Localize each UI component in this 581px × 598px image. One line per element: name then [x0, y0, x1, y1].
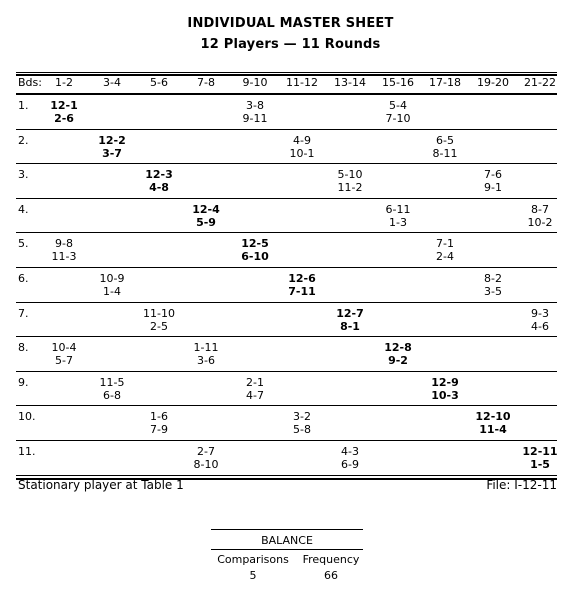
pairing-bottom: 1-4	[103, 285, 121, 298]
pairing-cell	[39, 341, 89, 367]
board-column-header: 21-22	[524, 76, 556, 89]
board-column-header: 13-14	[334, 76, 366, 89]
round-divider	[16, 129, 557, 130]
board-column-header: 1-2	[55, 76, 73, 89]
pairing-bottom: 11-2	[337, 181, 363, 195]
pairing-bottom: 2-4	[436, 250, 454, 264]
pairing-cell	[277, 410, 327, 436]
pairing-bottom: 10-1	[289, 146, 315, 160]
pairing-top: 10-4	[51, 341, 77, 355]
pairing-bottom: 9-1	[484, 181, 502, 195]
pairing-bottom: 10-3	[431, 388, 459, 402]
pairing-top: 8-2	[484, 272, 502, 285]
pairing-cell	[134, 307, 184, 333]
stationary-note: Stationary player at Table 1	[18, 478, 184, 492]
pairing-cell	[325, 168, 375, 194]
pairing-top: 3-2	[293, 410, 311, 424]
round-label: 7.	[18, 306, 29, 320]
pairing-cell	[420, 134, 470, 160]
round-divider	[16, 163, 557, 164]
pairing-top: 2-7	[197, 445, 215, 458]
pairing-top: 12-4	[192, 202, 220, 216]
pairing-cell	[87, 272, 137, 298]
pairing-top: 1-6	[150, 410, 168, 424]
pairing-top: 12-2	[98, 133, 126, 147]
pairing-top: 7-1	[436, 237, 454, 251]
board-column-header: 5-6	[150, 76, 168, 89]
pairing-top: 1-11	[193, 341, 219, 355]
pairing-cell	[230, 237, 280, 263]
pairing-top: 6-11	[385, 202, 411, 216]
pairing-bottom: 4-7	[246, 388, 264, 402]
pairing-top: 11-10	[143, 306, 175, 320]
pairing-cell	[134, 410, 184, 436]
round-label: 6.	[18, 272, 29, 285]
pairing-top: 12-5	[241, 237, 269, 251]
pairing-bottom: 7-9	[150, 423, 168, 437]
pairing-bottom: 4-6	[531, 319, 549, 333]
round-label: 1.	[18, 99, 29, 112]
pairing-cell	[468, 168, 518, 194]
round-divider	[16, 267, 557, 268]
pairing-bottom: 11-4	[479, 423, 507, 437]
table-top-rule	[16, 72, 557, 73]
pairing-bottom: 9-11	[242, 112, 268, 125]
pairing-bottom: 10-2	[527, 215, 553, 229]
round-label: 9.	[18, 375, 29, 389]
pairing-cell	[181, 341, 231, 367]
pairing-cell	[39, 237, 89, 263]
pairing-bottom: 8-1	[340, 319, 360, 333]
header-rule	[16, 93, 557, 95]
pairing-bottom: 2-5	[150, 319, 168, 333]
round-label: 5.	[18, 237, 29, 251]
round-divider	[16, 198, 557, 199]
round-label: 8.	[18, 341, 29, 355]
pairing-top: 12-9	[431, 375, 459, 389]
pairing-cell	[277, 272, 327, 298]
pairing-top: 8-7	[531, 202, 549, 216]
pairing-cell	[230, 99, 280, 125]
pairing-bottom: 7-11	[288, 285, 316, 298]
pairing-top: 11-5	[99, 375, 125, 389]
pairing-cell	[39, 99, 89, 125]
pairing-bottom: 11-3	[51, 250, 77, 264]
board-column-header: 7-8	[197, 76, 215, 89]
pairing-bottom: 2-6	[54, 112, 74, 125]
pairing-cell	[373, 99, 423, 125]
pairing-cell	[87, 376, 137, 402]
board-column-header: 19-20	[477, 76, 509, 89]
pairing-bottom: 3-5	[484, 285, 502, 298]
round-divider	[16, 302, 557, 303]
board-column-header: 17-18	[429, 76, 461, 89]
round-divider	[16, 336, 557, 337]
pairing-top: 5-10	[337, 168, 363, 182]
pairing-cell	[181, 203, 231, 229]
pairing-cell	[515, 203, 565, 229]
round-label: 10.	[18, 410, 36, 424]
pairing-bottom: 7-10	[385, 112, 411, 125]
board-column-header: 15-16	[382, 76, 414, 89]
pairing-bottom: 6-9	[341, 458, 359, 471]
pairing-top: 12-11	[522, 445, 558, 458]
board-column-header: 3-4	[103, 76, 121, 89]
round-divider	[16, 405, 557, 406]
pairing-cell	[468, 272, 518, 298]
pairing-top: 4-9	[293, 133, 311, 147]
file-label: File: I-12-11	[486, 478, 557, 492]
pairing-bottom: 6-8	[103, 388, 121, 402]
round-divider	[16, 371, 557, 372]
pairing-bottom: 9-2	[388, 354, 408, 368]
round-label: 2.	[18, 133, 29, 147]
pairing-cell	[373, 203, 423, 229]
pairing-cell	[134, 168, 184, 194]
pairing-cell	[325, 307, 375, 333]
pairing-top: 4-3	[341, 445, 359, 458]
pairing-cell	[277, 134, 327, 160]
pairing-top: 12-10	[475, 410, 511, 424]
pairing-cell	[181, 445, 231, 471]
pairing-top: 12-1	[50, 99, 78, 112]
frequency-header: Frequency	[302, 553, 360, 566]
balance-value-row	[211, 566, 363, 582]
round-label: 11.	[18, 445, 36, 458]
pairing-bottom: 6-10	[241, 250, 269, 264]
pairing-cell	[468, 410, 518, 436]
comparisons-header: Comparisons	[217, 553, 289, 566]
pairing-top: 3-8	[246, 99, 264, 112]
board-column-header: 11-12	[286, 76, 318, 89]
pairing-top: 5-4	[389, 99, 407, 112]
board-column-header: 9-10	[242, 76, 268, 89]
pairing-cell	[515, 445, 565, 471]
pairing-cell	[420, 376, 470, 402]
page-subtitle: 12 Players — 11 Rounds	[200, 37, 381, 52]
pairing-bottom: 4-8	[149, 181, 169, 195]
comparisons-value: 5	[249, 569, 257, 582]
pairing-bottom: 1-5	[530, 458, 550, 471]
page-title: INDIVIDUAL MASTER SHEET	[187, 16, 394, 31]
pairing-bottom: 8-10	[193, 458, 219, 471]
pairing-cell	[230, 376, 280, 402]
pairing-bottom: 1-3	[389, 215, 407, 229]
pairing-cell	[87, 134, 137, 160]
pairing-top: 2-1	[246, 375, 264, 389]
round-divider	[16, 440, 557, 441]
pairing-top: 12-7	[336, 306, 364, 320]
pairing-cell	[420, 237, 470, 263]
pairing-bottom: 3-7	[102, 146, 122, 160]
pairing-cell	[373, 341, 423, 367]
pairing-top: 7-6	[484, 168, 502, 182]
pairing-top: 9-3	[531, 306, 549, 320]
pairing-top: 12-8	[384, 341, 412, 355]
pairing-top: 12-3	[145, 168, 173, 182]
pairing-bottom: 5-9	[196, 215, 216, 229]
round-divider	[16, 232, 557, 233]
pairing-bottom: 5-8	[293, 423, 311, 437]
table-bottom-rule	[16, 475, 557, 476]
frequency-value: 66	[324, 569, 338, 582]
pairing-cell	[325, 445, 375, 471]
pairing-bottom: 8-11	[432, 146, 458, 160]
pairing-top: 9-8	[55, 237, 73, 251]
round-label: 4.	[18, 202, 29, 216]
balance-title: BALANCE	[211, 530, 363, 550]
balance-box	[211, 529, 363, 582]
pairing-top: 12-6	[288, 272, 316, 285]
boards-header-label: Bds:	[18, 76, 42, 89]
round-label: 3.	[18, 168, 29, 182]
pairing-cell	[515, 307, 565, 333]
pairing-top: 6-5	[436, 133, 454, 147]
pairing-top: 10-9	[99, 272, 125, 285]
pairing-bottom: 3-6	[197, 354, 215, 368]
pairing-bottom: 5-7	[55, 354, 73, 368]
balance-header-row	[211, 550, 363, 566]
